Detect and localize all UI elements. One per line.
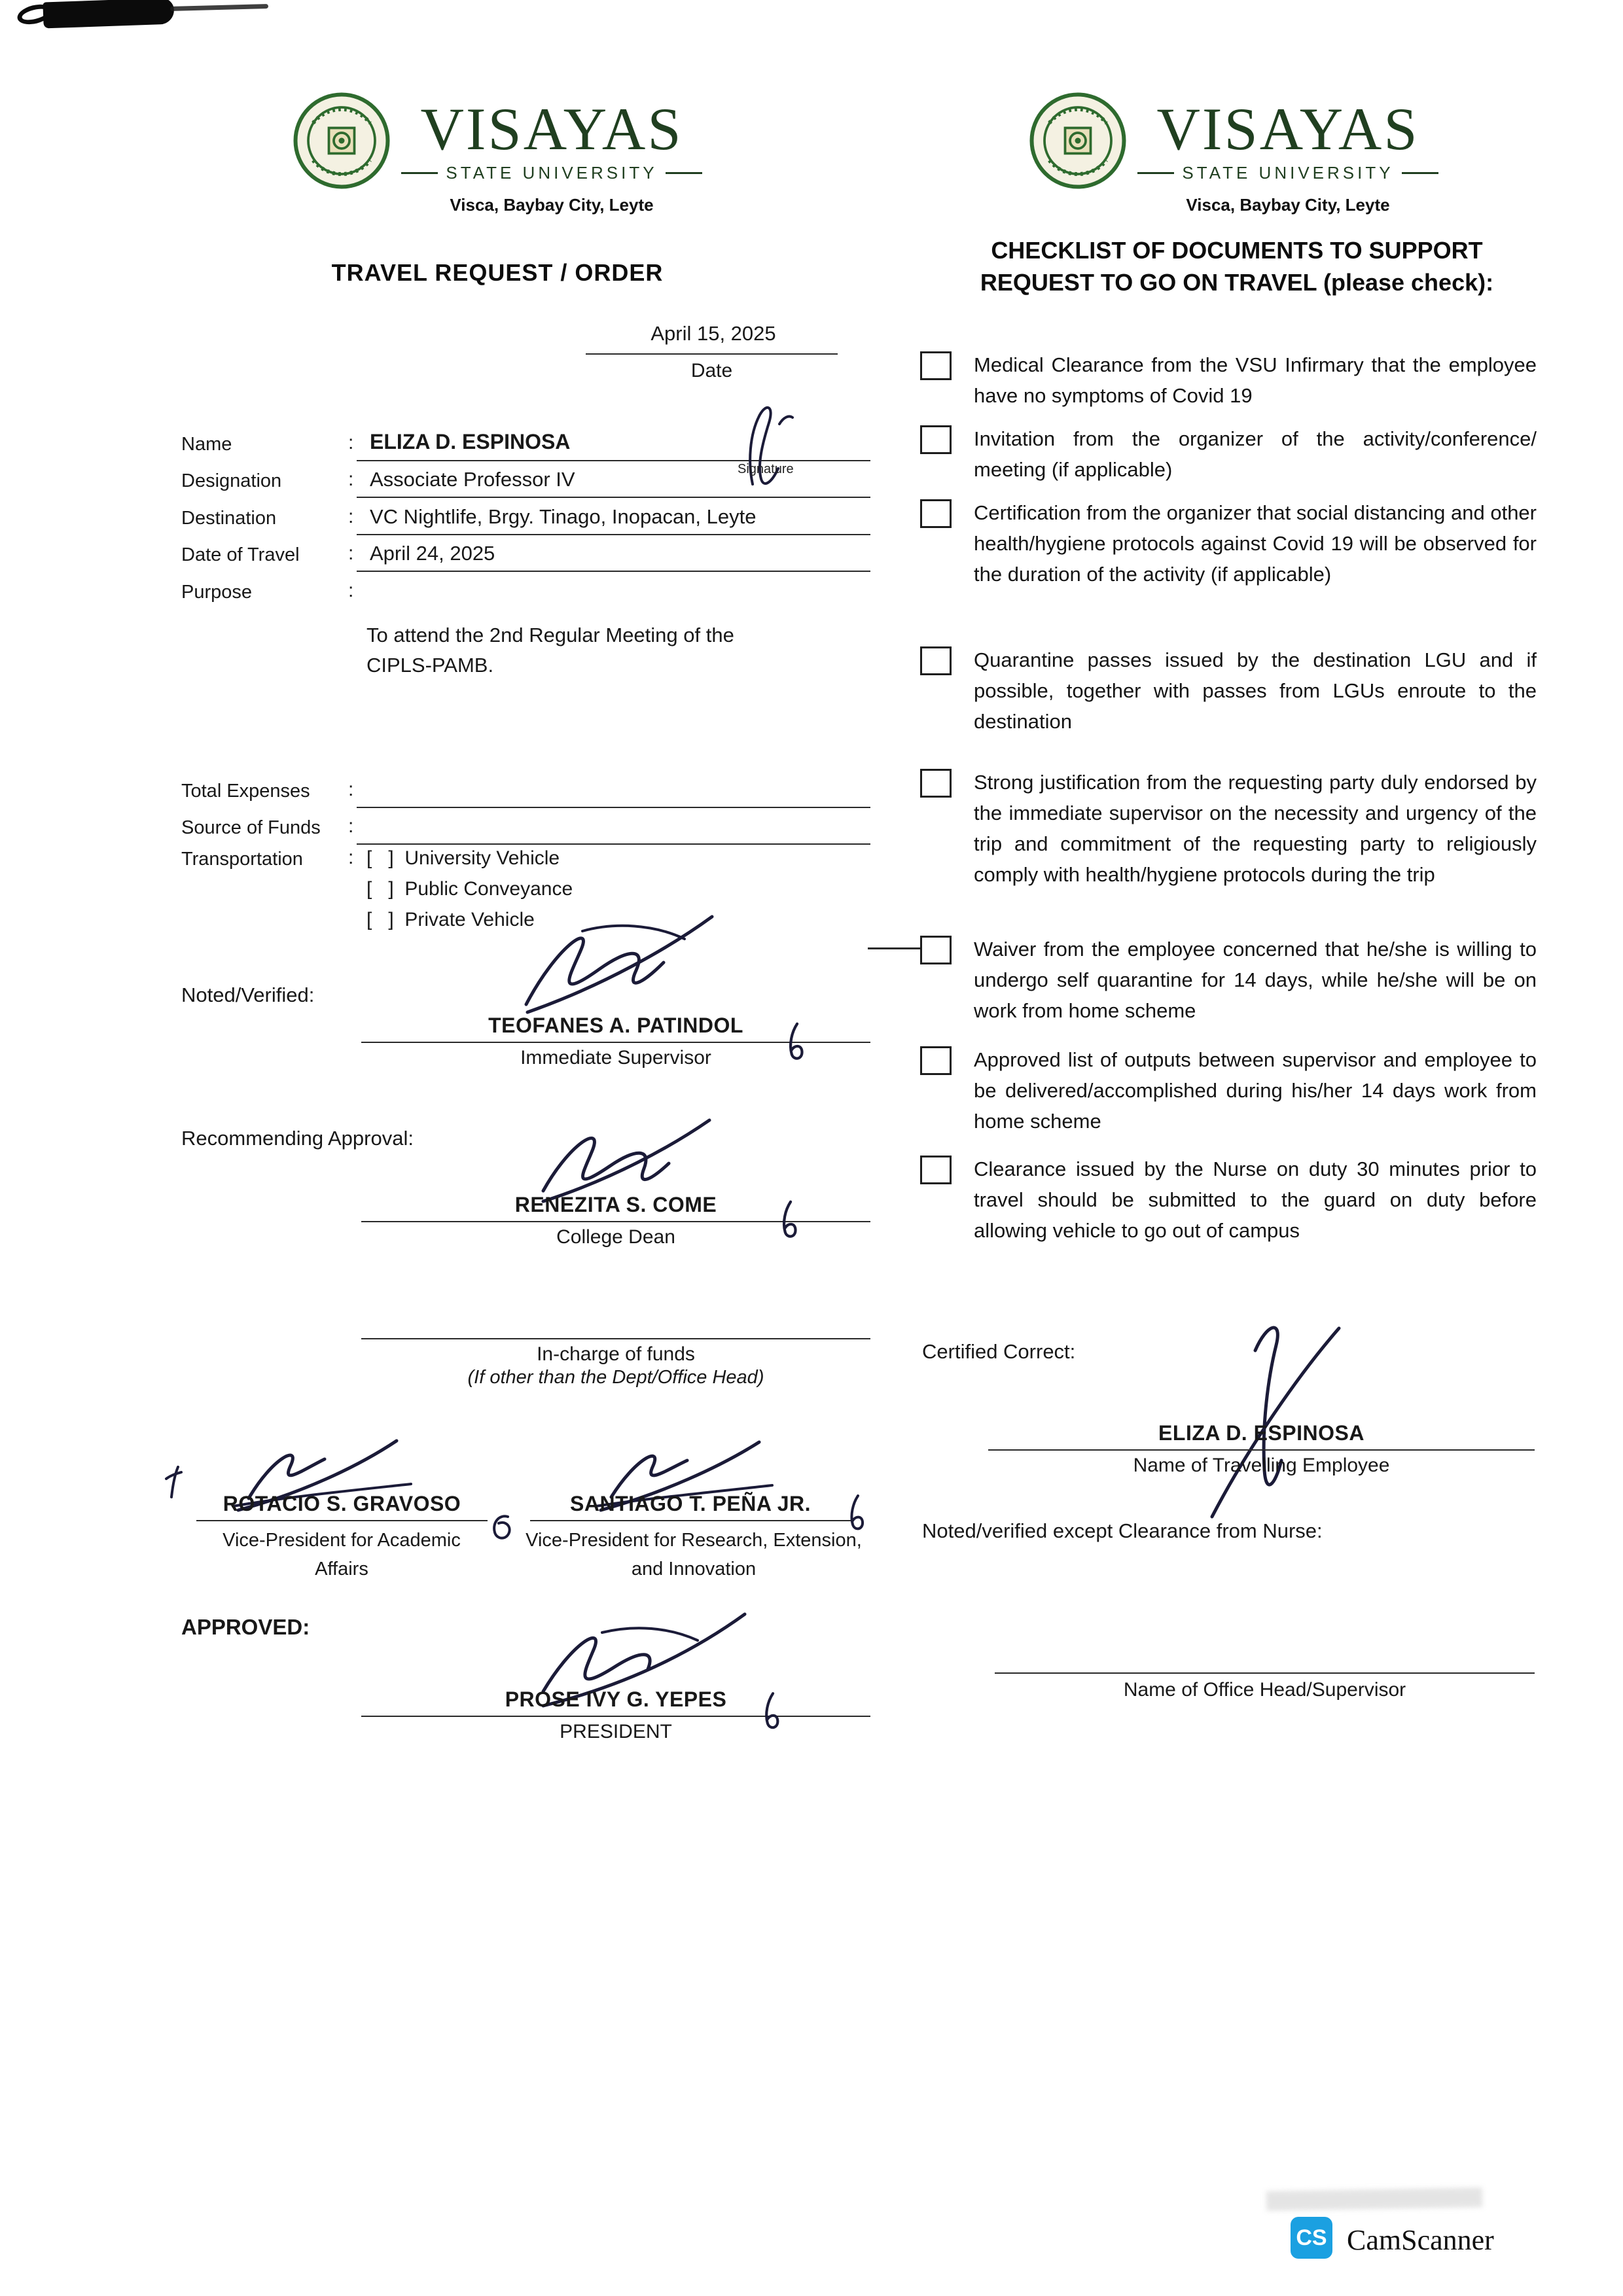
field-value-destination: VC Nightlife, Brgy. Tinago, Inopacan, Leyte xyxy=(370,505,757,528)
checklist-item-strong-justification xyxy=(920,767,1542,890)
scan-artifact-clip xyxy=(43,0,174,28)
incharge-label: In-charge of funds xyxy=(537,1343,695,1365)
purpose-text xyxy=(366,620,851,680)
checkbox[interactable] xyxy=(920,499,952,528)
checkbox[interactable] xyxy=(920,936,952,964)
incharge-note: (If other than the Dept/Office Head) xyxy=(467,1367,764,1388)
subtitle-rule-left xyxy=(401,172,438,174)
form-title: TRAVEL REQUEST / ORDER xyxy=(331,259,664,286)
checklist-item-nurse-clearance xyxy=(920,1154,1542,1246)
vp-academic-title xyxy=(198,1526,486,1583)
checklist-item-approved-outputs xyxy=(920,1044,1542,1137)
transport-option-private-vehicle: [ ] Private Vehicle xyxy=(366,909,535,930)
noted-except-nurse-label: Noted/verified except Clearance from Nurse: xyxy=(922,1519,1323,1542)
travelling-employee-name: ELIZA D. ESPINOSA xyxy=(1158,1421,1364,1445)
field-row-date-of-travel xyxy=(181,539,882,573)
field-colon: : xyxy=(348,542,354,564)
checklist-item-certification xyxy=(920,497,1542,590)
certified-signatory-block xyxy=(988,1421,1535,1477)
field-label: Destination xyxy=(181,508,277,529)
field-colon: : xyxy=(348,847,354,868)
right-logo-text xyxy=(1137,95,1438,183)
checkbox[interactable] xyxy=(920,425,952,454)
field-value-name: ELIZA D. ESPINOSA xyxy=(370,430,571,453)
checklist-item-text: Strong justification from the requesting party duly endorsed by the immediate supervisor on the necessity and urgency of the trip and commitment of the requesting party to religiously comply with health/hygiene protocols during the trip xyxy=(974,771,1537,886)
checklist-item-text: Waiver from the employee concerned that he/she is willing to undergo self quarantine for 14 days, while he/she will be on work from home scheme xyxy=(974,938,1537,1022)
president-title: PRESIDENT xyxy=(560,1721,672,1742)
approved-label: APPROVED: xyxy=(181,1615,310,1639)
dean-name: RENEZITA S. COME xyxy=(514,1193,717,1216)
vp-academic-block xyxy=(196,1491,488,1521)
president-name: PROSE IVY G. YEPES xyxy=(505,1687,727,1711)
checklist-item-invitation xyxy=(920,423,1542,485)
scan-artifact-checkbox-line xyxy=(868,947,923,949)
office-head-signature-line xyxy=(995,1672,1535,1674)
field-colon: : xyxy=(348,815,354,837)
vp-research-block xyxy=(530,1491,851,1521)
university-subtitle xyxy=(1137,163,1438,183)
field-colon: : xyxy=(348,506,354,527)
vp-research-name: SANTIAGO T. PEÑA JR. xyxy=(570,1492,811,1515)
checklist-item-waiver xyxy=(920,934,1542,1026)
signature-flourish xyxy=(776,1199,803,1241)
field-colon: : xyxy=(348,779,354,800)
checkbox[interactable] xyxy=(920,1156,952,1184)
right-logo xyxy=(1029,92,1438,190)
field-underline xyxy=(357,807,870,808)
field-label: Source of Funds xyxy=(181,817,321,838)
camscanner-watermark: CamScanner xyxy=(1347,2224,1494,2256)
transport-option-public-conveyance: [ ] Public Conveyance xyxy=(366,878,573,900)
field-label: Total Expenses xyxy=(181,781,310,802)
supervisor-title: Immediate Supervisor xyxy=(520,1047,711,1069)
university-subtitle xyxy=(401,163,702,183)
field-row-destination xyxy=(181,503,882,537)
checklist-item-text: Certification from the organizer that social distancing and other health/hygiene protocols against Covid 19 will be observed for the duration of the activity (if applicable) xyxy=(974,501,1537,586)
checkbox[interactable] xyxy=(920,769,952,798)
checklist-item-quarantine-passes xyxy=(920,645,1542,737)
incharge-of-funds-block xyxy=(361,1338,870,1388)
checklist-title-line2: REQUEST TO GO ON TRAVEL (please check): xyxy=(980,269,1494,296)
left-university-header xyxy=(275,92,720,215)
right-university-header xyxy=(1011,92,1456,215)
checklist-title-line1: CHECKLIST OF DOCUMENTS TO SUPPORT xyxy=(991,237,1483,264)
checklist-item-text: Invitation from the organizer of the activity/conference/ meeting (if applicable) xyxy=(974,427,1537,481)
checklist-item-text: Clearance issued by the Nurse on duty 30 minutes prior to travel should be submitted to the guard on duty before allowing vehicle to go out of campus xyxy=(974,1157,1537,1242)
date-label: Date xyxy=(690,360,733,381)
transport-option-university-vehicle: [ ] University Vehicle xyxy=(366,847,560,869)
left-logo xyxy=(293,92,702,190)
field-colon: : xyxy=(348,580,354,601)
checklist-item-text: Medical Clearance from the VSU Infirmary that the employee have no symptoms of Covid 19 xyxy=(974,353,1537,407)
checkbox[interactable] xyxy=(920,1046,952,1075)
field-colon: : xyxy=(348,432,354,453)
university-seal-icon xyxy=(293,92,391,190)
travelling-employee-caption: Name of Travelling Employee xyxy=(1133,1455,1390,1476)
field-value-date-of-travel: April 24, 2025 xyxy=(370,542,495,565)
vp-research-title-line1: Vice-President for Research, Extension, xyxy=(526,1530,862,1551)
university-address: Visca, Baybay City, Leyte xyxy=(450,195,654,215)
subtitle-rule-right xyxy=(1402,172,1438,174)
certified-correct-label: Certified Correct: xyxy=(922,1340,1076,1363)
supervisor-name: TEOFANES A. PATINDOL xyxy=(488,1014,743,1037)
recommending-approval-label: Recommending Approval: xyxy=(181,1127,414,1150)
checklist-title xyxy=(936,234,1538,298)
signature-line xyxy=(530,1520,851,1521)
university-address: Visca, Baybay City, Leyte xyxy=(1186,195,1390,215)
checklist-item-text: Quarantine passes issued by the destination LGU and if possible, together with passes from LGUs enroute to the destination xyxy=(974,648,1537,733)
field-row-source-of-funds xyxy=(181,812,882,846)
checkbox[interactable] xyxy=(920,351,952,380)
date-value: April 15, 2025 xyxy=(651,322,776,345)
checklist-item-text: Approved list of outputs between supervisor and employee to be delivered/accomplished during his/her 14 days work from home scheme xyxy=(974,1048,1537,1133)
field-label: Purpose xyxy=(181,582,253,603)
signature-flourish xyxy=(782,1021,810,1063)
employee-signature xyxy=(717,400,808,492)
vp-research-title xyxy=(504,1526,883,1583)
university-name: VISAYAS xyxy=(1156,95,1419,162)
field-row-total-expenses xyxy=(181,775,882,809)
vp-academic-name: ROTACIO S. GRAVOSO xyxy=(223,1492,461,1515)
subtitle-rule-right xyxy=(666,172,702,174)
university-subtitle-text: STATE UNIVERSITY xyxy=(446,162,658,183)
signature-tick xyxy=(164,1466,183,1498)
supervisor-signature xyxy=(504,906,740,1027)
date-line xyxy=(586,353,838,355)
scan-smudge xyxy=(1266,2187,1482,2211)
checklist-item-medical-clearance xyxy=(920,349,1542,411)
field-label: Designation xyxy=(181,470,282,491)
camscanner-logo-icon: CS xyxy=(1291,2217,1332,2259)
office-head-caption: Name of Office Head/Supervisor xyxy=(1123,1679,1406,1701)
field-value-designation: Associate Professor IV xyxy=(370,468,575,491)
field-underline xyxy=(357,534,870,535)
scan-artifact-line xyxy=(170,4,268,11)
purpose-line2: CIPLS-PAMB. xyxy=(366,654,494,677)
vp-academic-title-line1: Vice-President for Academic xyxy=(223,1530,461,1551)
field-underline xyxy=(357,571,870,572)
field-row-purpose xyxy=(181,576,882,610)
noted-verified-label: Noted/Verified: xyxy=(181,983,315,1006)
field-label: Name xyxy=(181,434,232,455)
checkbox[interactable] xyxy=(920,646,952,675)
approved-signatory-block xyxy=(361,1687,870,1743)
vp-research-title-line2: and Innovation xyxy=(631,1559,757,1580)
field-label: Date of Travel xyxy=(181,544,300,565)
signature-line xyxy=(196,1520,488,1521)
field-colon: : xyxy=(348,468,354,490)
field-underline xyxy=(357,497,870,498)
field-label: Transportation xyxy=(181,849,303,870)
vp-academic-title-line2: Affairs xyxy=(315,1559,368,1580)
university-subtitle-text: STATE UNIVERSITY xyxy=(1182,162,1394,183)
travelling-employee-signature xyxy=(1178,1309,1361,1525)
purpose-line1: To attend the 2nd Regular Meeting of the xyxy=(366,624,734,646)
signature-flourish xyxy=(758,1691,785,1731)
university-seal-icon xyxy=(1029,92,1127,190)
university-name: VISAYAS xyxy=(420,95,683,162)
left-logo-text xyxy=(401,95,702,183)
dean-title: College Dean xyxy=(556,1226,675,1248)
signature-caption: Signature xyxy=(738,462,794,476)
subtitle-rule-left xyxy=(1137,172,1174,174)
